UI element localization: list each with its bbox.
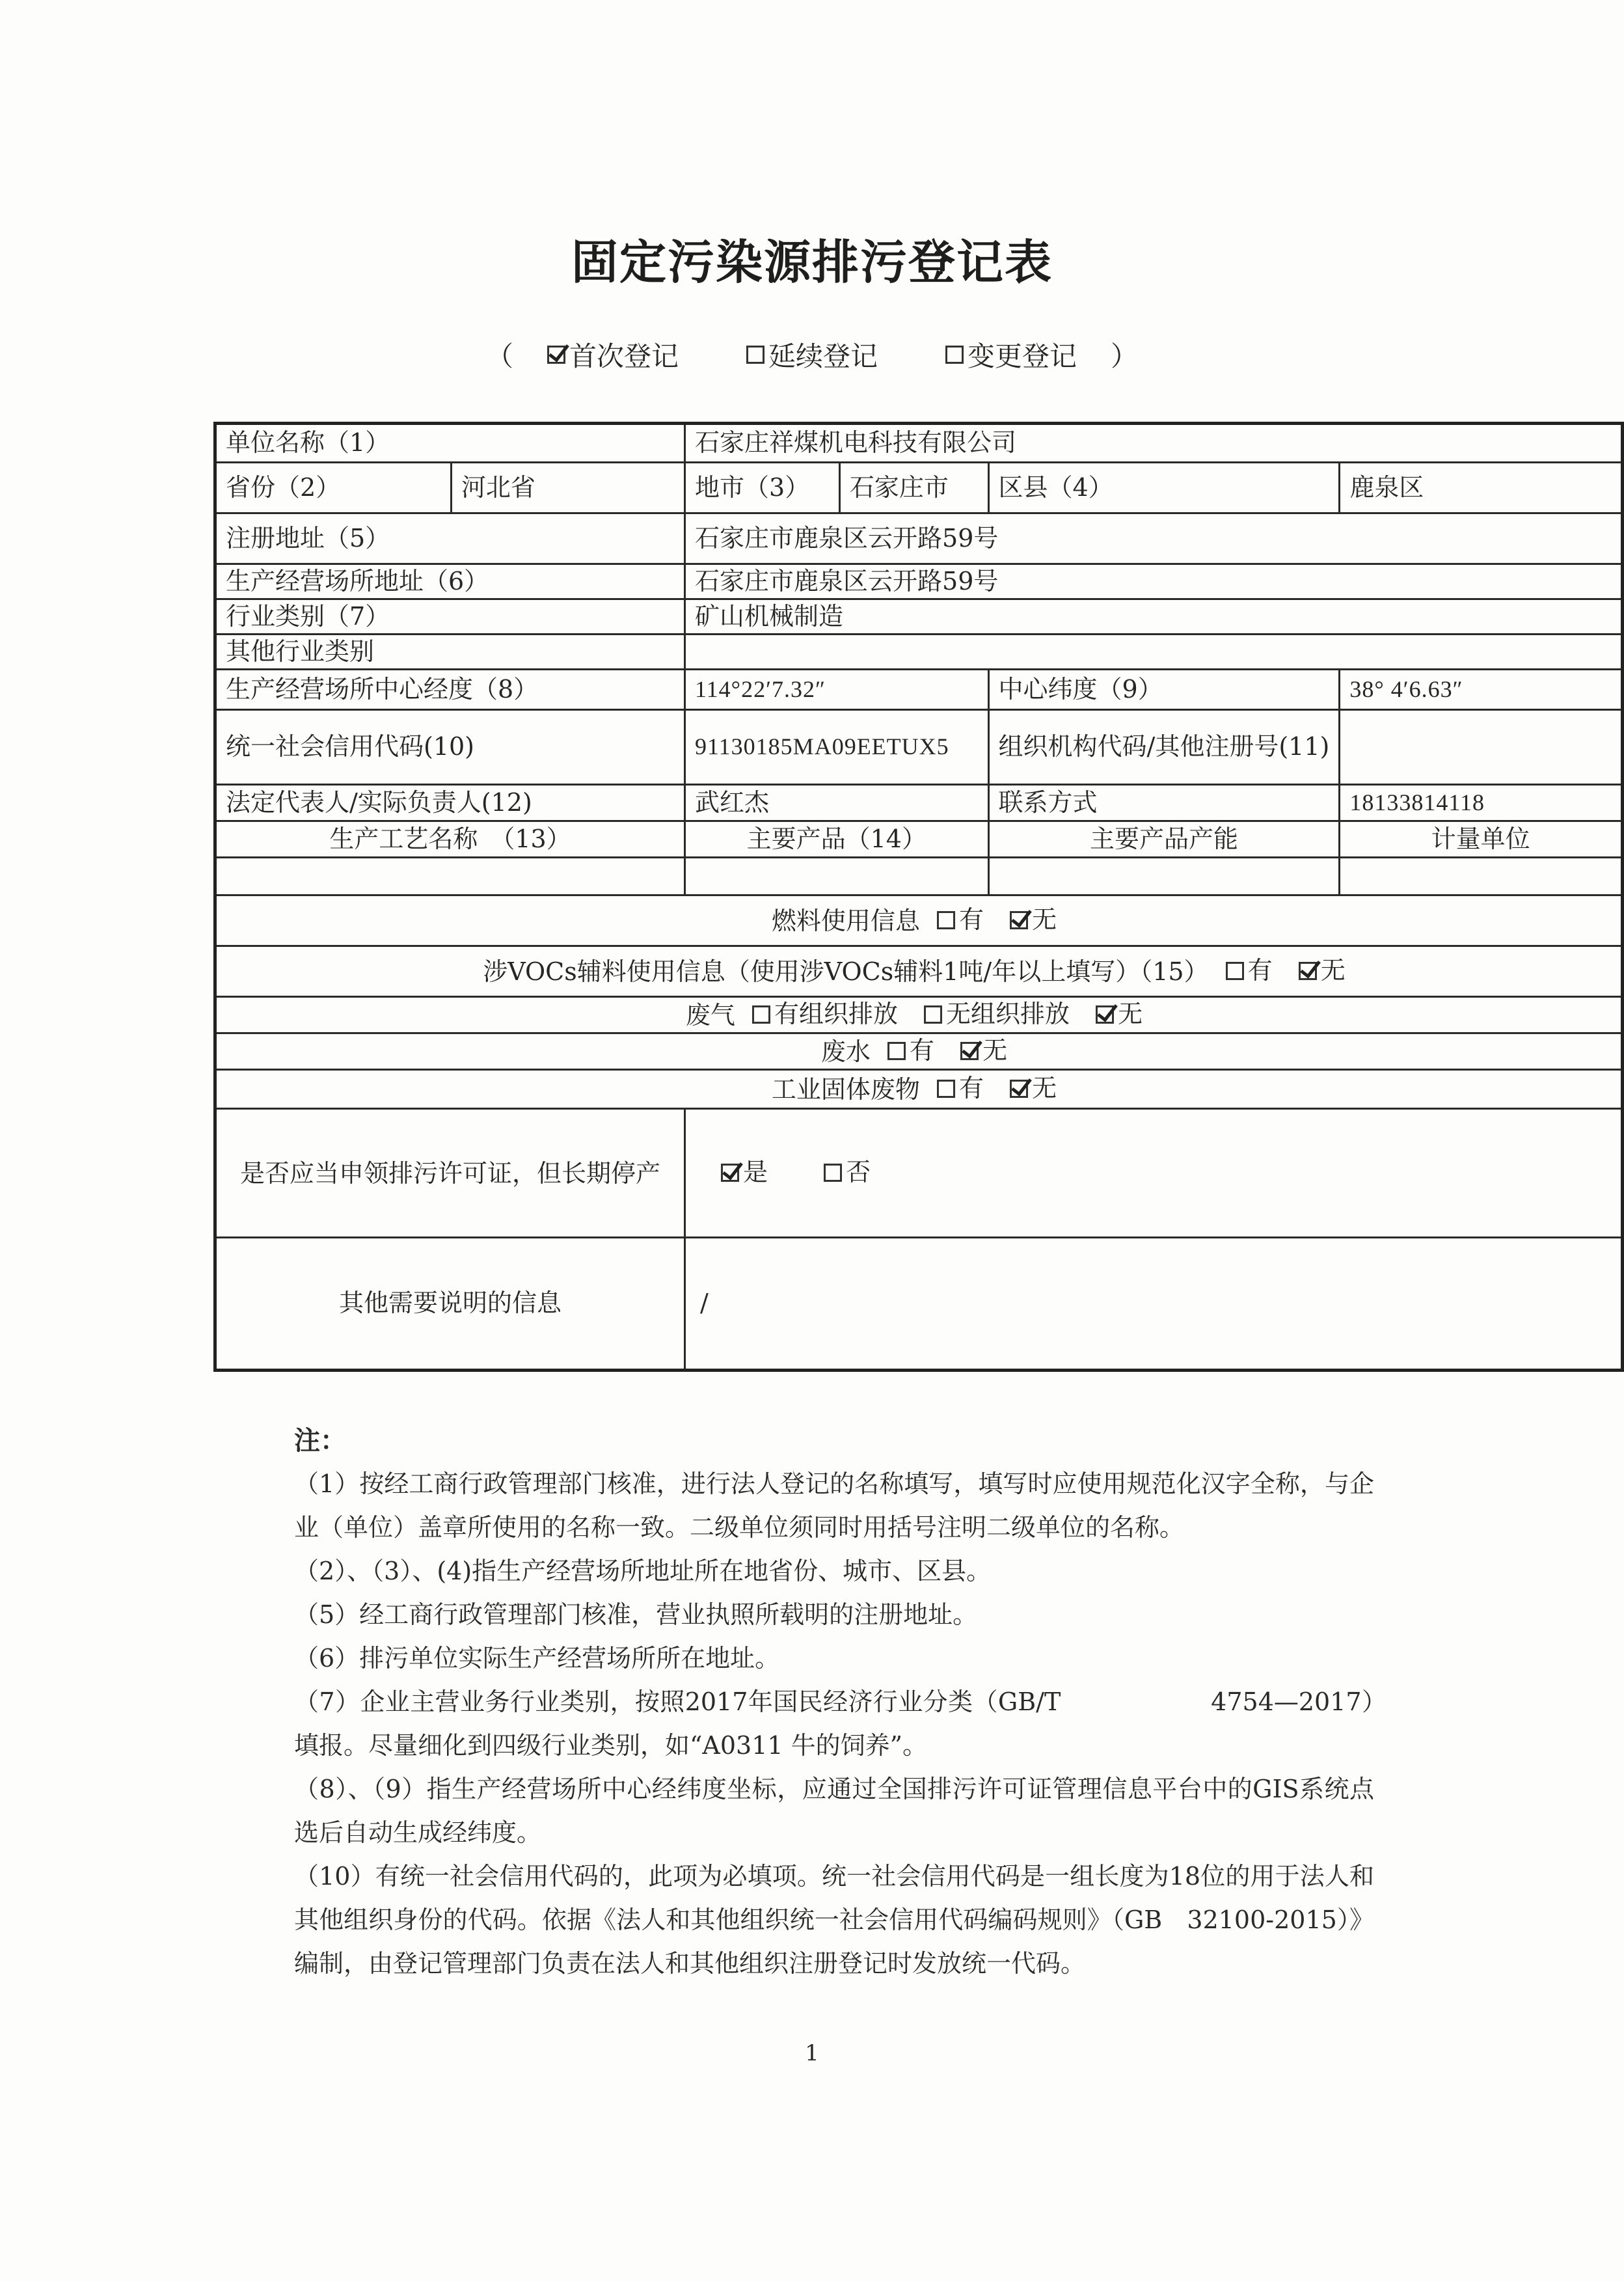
checked-box-icon[interactable] [721, 1164, 739, 1182]
unit-name-value[interactable]: 石家庄祥煤机电科技有限公司 [685, 424, 1623, 463]
row-exhaust [215, 997, 1623, 1033]
fuel-yes-option[interactable] [937, 906, 984, 935]
process-name-value[interactable] [215, 858, 685, 895]
empty-box-icon[interactable] [937, 1080, 955, 1098]
row-unit-name [215, 424, 1623, 463]
row-industry [215, 599, 1623, 635]
option-label: 是 [743, 1157, 768, 1186]
city-value[interactable]: 石家庄市 [839, 463, 988, 513]
process-name-header: 生产工艺名称 （13） [215, 821, 685, 858]
note-item-1: （1）按经工商行政管理部门核准，进行法人登记的名称填写，填写时应使用规范化汉字全称，与企业（单位）盖章所使用的名称一致。二级单位须同时用括号注明二级单位的名称。 [294, 1469, 1374, 1542]
contact-label: 联系方式 [988, 785, 1340, 821]
solid-waste-label: 工业固体废物 [771, 1074, 920, 1104]
credit-code-label: 统一社会信用代码(10) [215, 710, 685, 785]
option-label: 变更登记 [968, 340, 1077, 372]
row-voc-info [215, 946, 1623, 997]
notes-title: 注： [294, 1425, 346, 1456]
option-label: 有 [1247, 955, 1273, 985]
note-item-3: （5）经工商行政管理部门核准，营业执照所载明的注册地址。 [294, 1600, 978, 1629]
registration-form-table [213, 422, 1624, 1372]
option-label: 有 [958, 905, 984, 934]
note-item-7: （10）有统一社会信用代码的，此项为必填项。统一社会信用代码是一组长度为18位的用于法人和其他组织身份的代码。依据《法人和其他组织统一社会信用代码编码规则》（GB 32100-2015）》编制，由登记管理部门负责在法人和其他组织注册登记时发放统一代码。 [294, 1862, 1374, 1978]
province-label: 省份（2） [215, 463, 452, 513]
solid-yes-option[interactable] [937, 1074, 984, 1103]
note-item-2: （2）、（3）、(4)指生产经营场所地址所在地省份、城市、区县。 [294, 1557, 992, 1585]
option-label: 首次登记 [569, 340, 679, 372]
wastewater-label: 废水 [820, 1037, 871, 1066]
county-value[interactable]: 鹿泉区 [1340, 463, 1623, 513]
reg-address-value[interactable]: 石家庄市鹿泉区云开路59号 [685, 513, 1623, 564]
voc-no-option[interactable] [1299, 957, 1346, 985]
unit-value[interactable] [1340, 858, 1623, 895]
row-site-address [215, 564, 1623, 599]
empty-box-icon[interactable] [945, 346, 964, 364]
option-first-registration[interactable] [547, 335, 679, 374]
empty-box-icon[interactable] [937, 911, 955, 929]
option-label: 否 [846, 1157, 871, 1186]
exhaust-label: 废气 [685, 1000, 735, 1030]
row-solid-waste [215, 1070, 1623, 1109]
option-label: 无 [982, 1035, 1008, 1065]
industry-label: 行业类别（7） [215, 599, 685, 635]
row-other-info [215, 1238, 1623, 1371]
longitude-label: 生产经营场所中心经度（8） [215, 670, 685, 710]
note-item-6: （8）、（9）指生产经营场所中心经纬度坐标，应通过全国排污许可证管理信息平台中的GIS系统点选后自动生成经纬度。 [294, 1775, 1374, 1847]
row-reg-address [215, 513, 1623, 564]
fuel-info-label: 燃料使用信息 [771, 906, 920, 935]
unit-header: 计量单位 [1340, 821, 1623, 858]
registration-type-line [0, 335, 1624, 374]
wastewater-no-option[interactable] [960, 1037, 1007, 1065]
option-label: 有 [958, 1073, 984, 1102]
option-change-registration[interactable] [945, 335, 1077, 374]
notes-section [294, 1419, 1374, 1986]
wastewater-yes-option[interactable] [887, 1037, 934, 1065]
note-item-4: （6）排污单位实际生产经营场所所在地址。 [294, 1644, 780, 1673]
option-label: 有 [909, 1035, 934, 1065]
option-renewal-registration[interactable] [746, 335, 878, 374]
row-fuel-info [215, 895, 1623, 946]
row-other-industry [215, 635, 1623, 670]
latitude-value[interactable]: 38° 4′6.63″ [1340, 670, 1623, 710]
empty-box-icon[interactable] [924, 1005, 942, 1024]
option-label: 有组织排放 [774, 999, 898, 1028]
capacity-header: 主要产品产能 [988, 821, 1340, 858]
empty-box-icon[interactable] [1226, 962, 1244, 980]
site-address-value[interactable]: 石家庄市鹿泉区云开路59号 [685, 564, 1623, 599]
row-process-values [215, 858, 1623, 895]
empty-box-icon[interactable] [824, 1164, 842, 1182]
option-label: 延续登记 [768, 340, 878, 372]
city-label: 地市（3） [685, 463, 840, 513]
empty-box-icon[interactable] [752, 1005, 770, 1024]
industry-value[interactable]: 矿山机械制造 [685, 599, 1623, 635]
option-label: 无 [1320, 955, 1346, 985]
checked-box-icon[interactable] [1096, 1005, 1114, 1024]
row-process-headers [215, 821, 1623, 858]
checked-box-icon[interactable] [1010, 1080, 1028, 1098]
option-label: 无 [1118, 999, 1143, 1028]
county-label: 区县（4） [988, 463, 1340, 513]
checked-box-icon[interactable] [1010, 911, 1028, 929]
row-credit-code [215, 710, 1623, 785]
checked-box-icon[interactable] [1299, 962, 1317, 980]
org-code-value[interactable] [1340, 710, 1623, 785]
empty-box-icon[interactable] [746, 346, 765, 364]
longitude-value[interactable]: 114°22′7.32″ [685, 670, 989, 710]
solid-no-option[interactable] [1010, 1074, 1057, 1103]
legal-rep-label: 法定代表人/实际负责人(12) [215, 785, 685, 821]
reg-address-label: 注册地址（5） [215, 513, 685, 564]
exhaust-none-option[interactable] [1096, 1000, 1143, 1029]
org-code-label: 组织机构代码/其他注册号(11) [988, 710, 1340, 785]
legal-rep-value[interactable]: 武红杰 [685, 785, 989, 821]
site-address-label: 生产经营场所地址（6） [215, 564, 685, 599]
option-label: 无 [1032, 1073, 1057, 1102]
row-wastewater [215, 1033, 1623, 1070]
option-label: 无 [1032, 905, 1057, 934]
close-paren: ） [1111, 340, 1139, 372]
row-location [215, 463, 1623, 513]
fuel-no-option[interactable] [1010, 906, 1057, 935]
other-info-label: 其他需要说明的信息 [215, 1238, 685, 1371]
open-paren: （ [485, 340, 513, 372]
exhaust-organized-option[interactable] [752, 1000, 898, 1029]
voc-info-label: 涉VOCs辅料使用信息（使用涉VOCs辅料1吨/年以上填写）（15） [483, 957, 1209, 986]
voc-yes-option[interactable] [1226, 957, 1273, 985]
note-item-5: （7）企业主营业务行业类别，按照2017年国民经济行业分类（GB/T 4754—2017）填报。尽量细化到四级行业类别，如“A0311 牛的饲养”。 [294, 1687, 1374, 1760]
exhaust-unorganized-option[interactable] [924, 1000, 1070, 1029]
row-legal-rep [215, 785, 1623, 821]
checked-box-icon[interactable] [547, 346, 565, 364]
page-number: 1 [805, 2040, 819, 2066]
checked-box-icon[interactable] [960, 1042, 979, 1060]
other-industry-label: 其他行业类别 [215, 635, 685, 670]
permit-question-label: 是否应当申领排污许可证，但长期停产 [215, 1109, 685, 1238]
form-title: 固定污染源排污登记表 [571, 234, 1053, 290]
credit-code-value[interactable]: 91130185MA09EETUX5 [685, 710, 989, 785]
permit-no-option[interactable] [824, 1158, 871, 1187]
main-product-header: 主要产品（14） [685, 821, 989, 858]
permit-yes-option[interactable] [721, 1158, 768, 1187]
unit-name-label: 单位名称（1） [215, 424, 685, 463]
capacity-value[interactable] [988, 858, 1340, 895]
other-industry-value[interactable] [685, 635, 1623, 670]
row-coordinates [215, 670, 1623, 710]
contact-value[interactable]: 18133814118 [1340, 785, 1623, 821]
other-info-value[interactable]: / [685, 1238, 1623, 1371]
option-label: 无组织排放 [946, 999, 1070, 1028]
province-value[interactable]: 河北省 [451, 463, 684, 513]
main-product-value[interactable] [685, 858, 989, 895]
empty-box-icon[interactable] [887, 1042, 906, 1060]
latitude-label: 中心纬度（9） [988, 670, 1340, 710]
row-permit-question [215, 1109, 1623, 1238]
